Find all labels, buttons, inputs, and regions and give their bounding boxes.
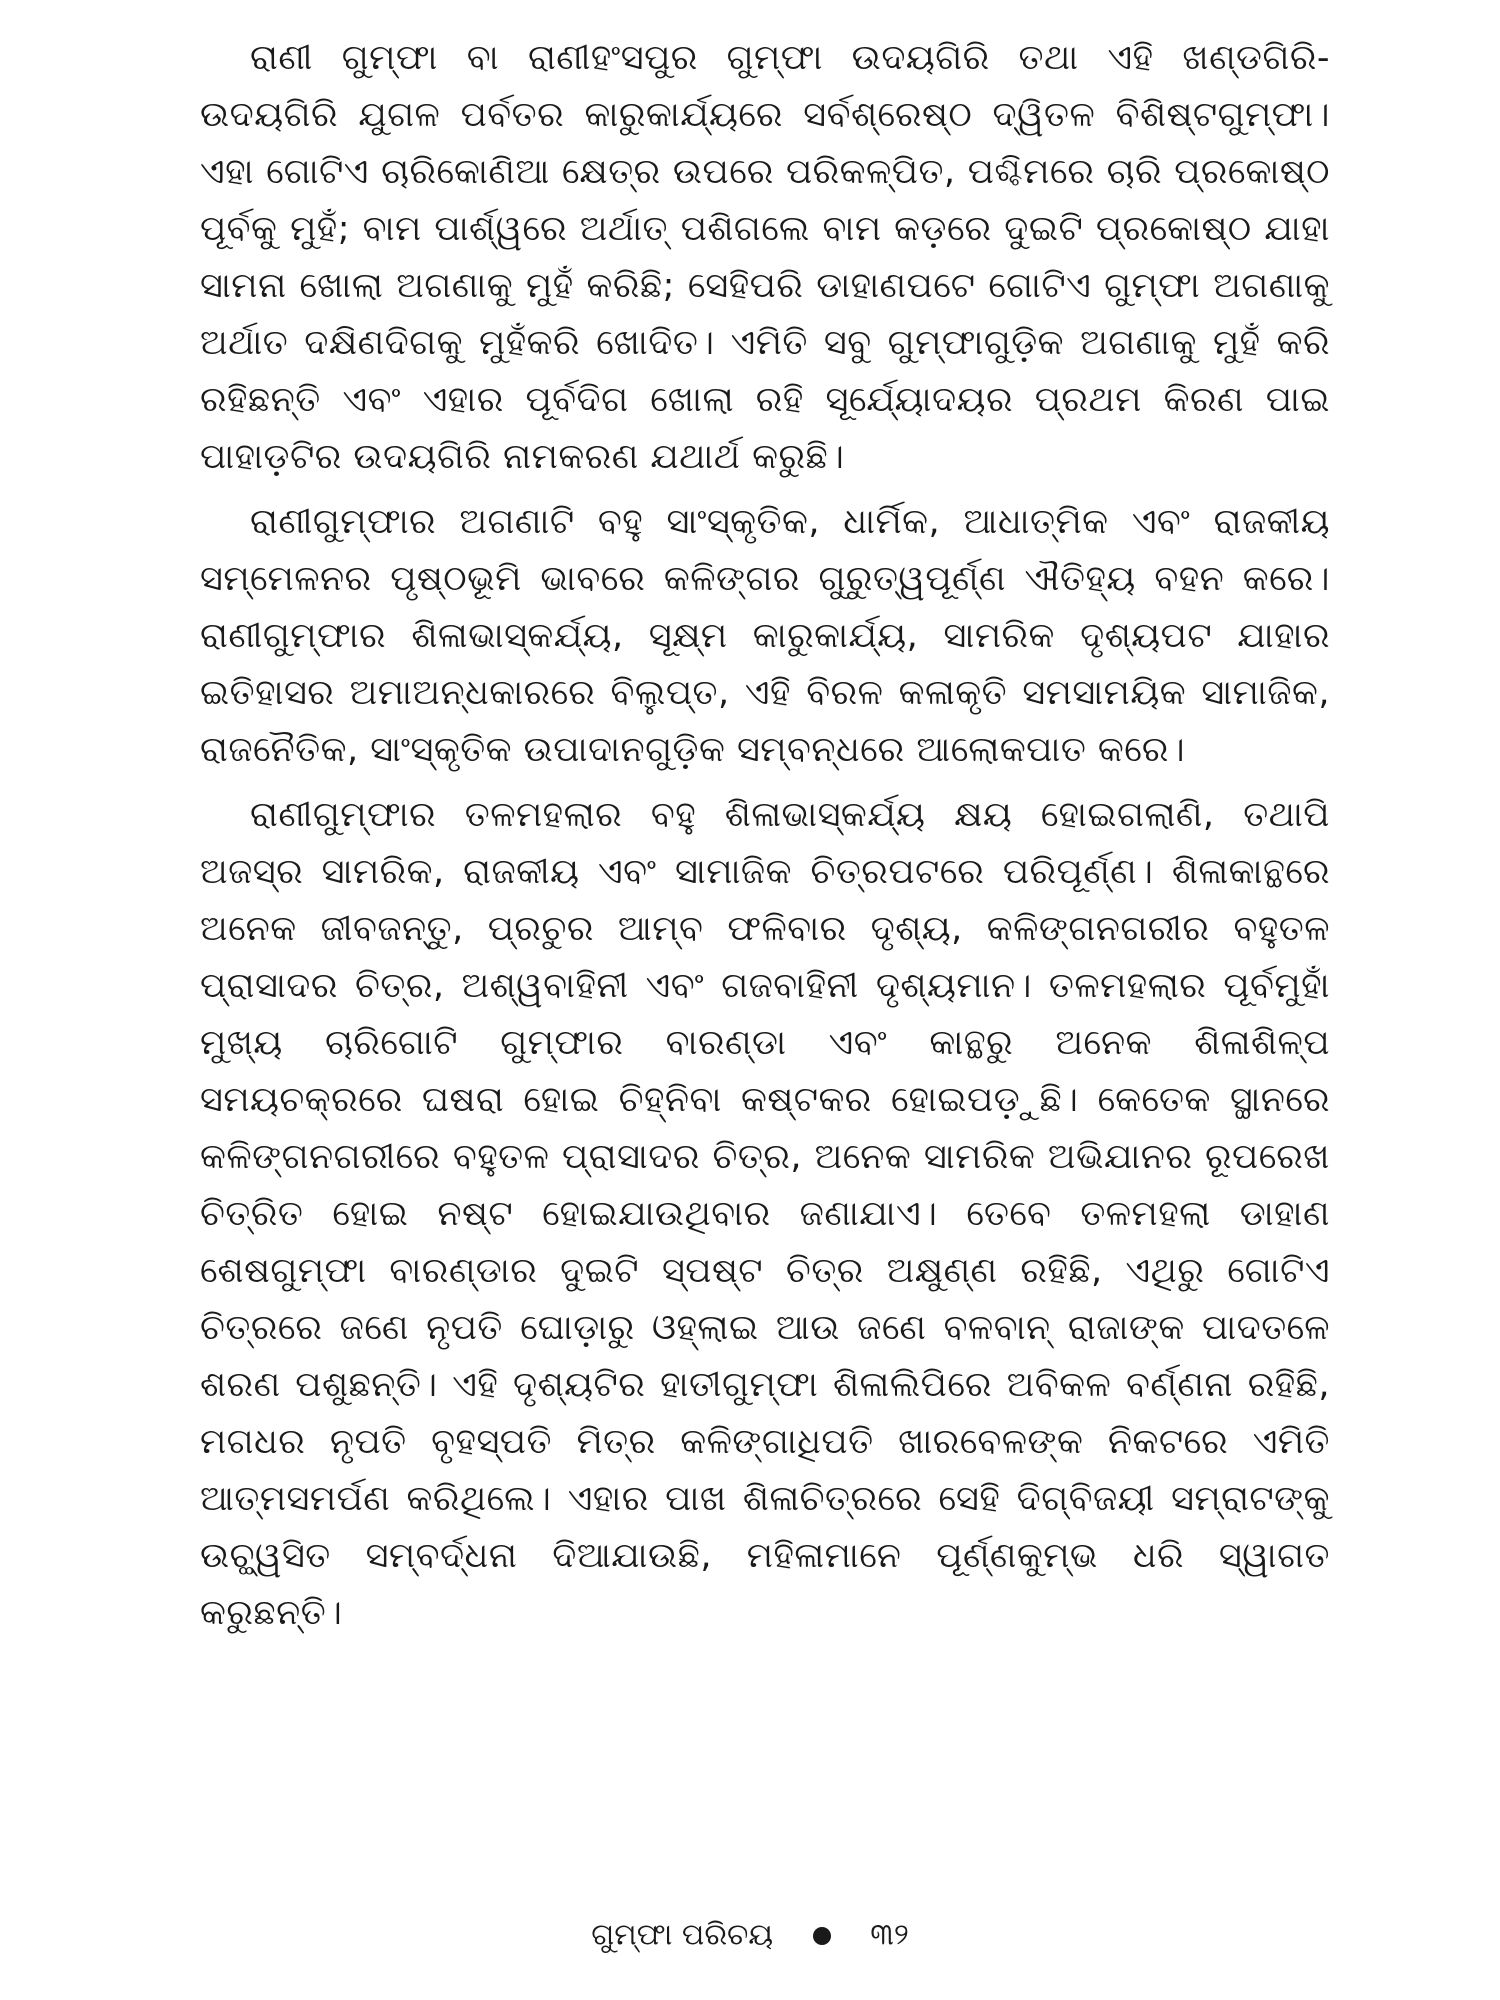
paragraph-3: ରାଣୀଗୁମ୍ଫାର ତଳମହଲାର ବହୁ ଶିଳାଭାସ୍କର୍ଯ୍ୟ କ୍ଷୟ ହୋଇଗଲାଣି, ତଥାପି ଅଜସ୍ର ସାମରିକ, ରାଜକୀୟ ଏବଂ ସାମାଜିକ ଚିତ୍ରପଟରେ ପରିପୂର୍ଣ୍ଣ। ଶିଳାକାନ୍ଥରେ ଅନେକ ଜୀବଜନ୍ତୁ, ପ୍ରଚୁର ଆମ୍ବ ଫଳିବାର ଦୃଶ୍ୟ, କଳିଙ୍ଗନଗରୀର ବହୁତଳ ପ୍ରାସାଦର ଚିତ୍ର, ଅଶ୍ୱବାହିନୀ ଏବଂ ଗଜବାହିନୀ ଦୃଶ୍ୟମାନ। ତଳମହଲାର ପୂର୍ବମୁହାଁ ମୁଖ୍ୟ ଚାରିଗୋଟି ଗୁମ୍ଫାର ବାରଣ୍ଡା ଏବଂ କାନ୍ଥରୁ ଅନେକ ଶିଳାଶିଳ୍ପ ସମୟଚକ୍ରରେ ଘଷରା ହୋଇ ଚିହ୍ନିବା କଷ୍ଟକର ହୋଇପଡ଼ୁଛି। କେତେକ ସ୍ଥାନରେ କଳିଙ୍ଗନଗରୀରେ ବହୁତଳ ପ୍ରାସାଦର ଚିତ୍ର, ଅନେକ ସାମରିକ ଅଭିଯାନର ରୂପରେଖ ଚିତ୍ରିତ ହୋଇ ନଷ୍ଟ ହୋଇଯାଉଥିବାର ଜଣାଯାଏ। ତେବେ ତଳମହଲା ଡାହାଣ ଶେଷଗୁମ୍ଫା ବାରଣ୍ଡାର ଦୁଇଟି ସ୍ପଷ୍ଟ ଚିତ୍ର ଅକ୍ଷୁଣ୍ଣ ରହିଛି, ଏଥିରୁ ଗୋଟିଏ ଚିତ୍ରରେ ଜଣେ ନୃପତି ଘୋଡ଼ାରୁ ଓହ୍ଲାଇ ଆଉ ଜଣେ ବଳବାନ୍ ରାଜାଙ୍କ ପାଦତଳେ ଶରଣ ପଶୁଛନ୍ତି। ଏହି ଦୃଶ୍ୟଟିର ହାତୀଗୁମ୍ଫା ଶିଳାଲିପିରେ ଅବିକଳ ବର୍ଣ୍ଣନା ରହିଛି, ମଗଧର ନୃପତି ବୃହସ୍ପତି ମିତ୍ର କଳିଙ୍ଗାଧିପତି ଖାରବେଳଙ୍କ ନିକଟରେ ଏମିତି ଆତ୍ମସମର୍ପଣ କରିଥିଲେ। ଏହାର ପାଖ ଶିଳାଚିତ୍ରରେ ସେହି ଦିଗ୍‌ବିଜୟୀ ସମ୍ରାଟଙ୍କୁ ଉଚ୍ଛ୍ୱସିତ ସମ୍ବର୍ଦ୍ଧନା ଦିଆଯାଉଛି, ମହିଳାମାନେ ପୂର୍ଣ୍ଣକୁମ୍ଭ ଧରି ସ୍ୱାଗତ କରୁଛନ୍ତି।	[200, 795, 1330, 1633]
bullet-dot-icon	[813, 1927, 831, 1945]
page-body	[200, 30, 1330, 1830]
page-footer	[0, 1910, 1500, 1960]
paragraph-1: ରାଣୀ ଗୁମ୍ଫା ବା ରାଣୀହଂସପୁର ଗୁମ୍ଫା ଉଦୟଗିରି ତଥା ଏହି ଖଣ୍ଡଗିରି-ଉଦୟଗିରି ଯୁଗଳ ପର୍ବତର କାରୁକାର୍ଯ୍ୟରେ ସର୍ବଶ୍ରେଷ୍ଠ ଦ୍ୱିତଳ ବିଶିଷ୍ଟଗୁମ୍ଫା। ଏହା ଗୋଟିଏ ଚାରିକୋଣିଆ କ୍ଷେତ୍ର ଉପରେ ପରିକଳ୍ପିତ, ପଶ୍ଚିମରେ ଚାରି ପ୍ରକୋଷ୍ଠ ପୂର୍ବକୁ ମୁହଁ; ବାମ ପାର୍ଶ୍ୱରେ ଅର୍ଥାତ୍ ପଶିଗଲେ ବାମ କଡ଼ରେ ଦୁଇଟି ପ୍ରକୋଷ୍ଠ ଯାହା ସାମନା ଖୋଲା ଅଗଣାକୁ ମୁହଁ କରିଛି; ସେହିପରି ଡାହାଣପଟେ ଗୋଟିଏ ଗୁମ୍ଫା ଅଗଣାକୁ ଅର୍ଥାତ ଦକ୍ଷିଣଦିଗକୁ ମୁହଁକରି ଖୋଦିତ। ଏମିତି ସବୁ ଗୁମ୍ଫାଗୁଡ଼ିକ ଅଗଣାକୁ ମୁହଁ କରି ରହିଛନ୍ତି ଏବଂ ଏହାର ପୂର୍ବଦିଗ ଖୋଲା ରହି ସୂର୍ଯ୍ୟୋଦୟର ପ୍ରଥମ କିରଣ ପାଇ ପାହାଡ଼ଟିର ଉଦୟଗିରି ନାମକରଣ ଯଥାର୍ଥ କରୁଛି।	[200, 38, 1330, 477]
footer-title: ଗୁମ୍ଫା ପରିଚୟ	[591, 1917, 774, 1953]
paragraph-2: ରାଣୀଗୁମ୍ଫାର ଅଗଣାଟି ବହୁ ସାଂସ୍କୃତିକ, ଧାର୍ମିକ, ଆଧାତ୍ମିକ ଏବଂ ରାଜକୀୟ ସମ୍ମେଳନର ପୃଷ୍ଠଭୂମି ଭାବରେ କଳିଙ୍ଗର ଗୁରୁତ୍ୱପୂର୍ଣ୍ଣ ଐତିହ୍ୟ ବହନ କରେ। ରାଣୀଗୁମ୍ଫାର ଶିଳାଭାସ୍କର୍ଯ୍ୟ, ସୂକ୍ଷ୍ମ କାରୁକାର୍ଯ୍ୟ, ସାମରିକ ଦୃଶ୍ୟପଟ ଯାହାର ଇତିହାସର ଅମାଅନ୍ଧକାରରେ ବିଲୁପ୍ତ, ଏହି ବିରଳ କଳାକୃତି ସମସାମୟିକ ସାମାଜିକ, ରାଜନୈତିକ, ସାଂସ୍କୃତିକ ଉପାଦାନଗୁଡ଼ିକ ସମ୍ବନ୍ଧରେ ଆଲୋକପାତ କରେ।	[200, 502, 1330, 770]
page-number: ୩୨	[870, 1917, 909, 1953]
